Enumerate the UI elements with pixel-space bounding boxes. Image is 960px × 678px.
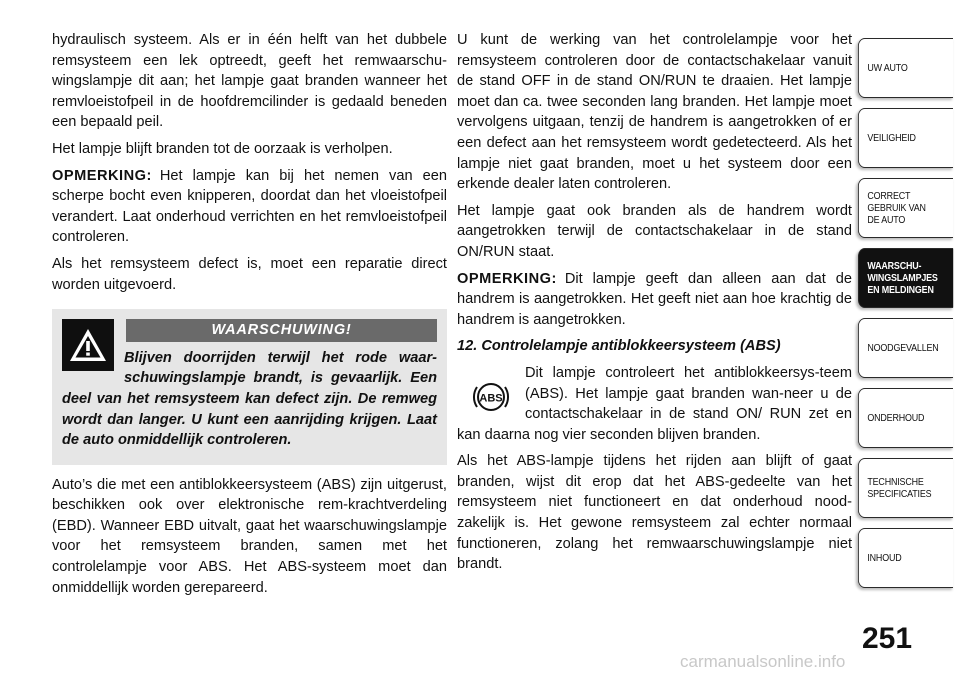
tab-veiligheid[interactable] [858,108,953,168]
paragraph: Het lampje gaat ook branden als de handrem wordt aangetrokken terwijl de contactschakelaar in de stand ON/RUN staat. [457,202,852,260]
tab-technische-specificaties[interactable] [858,458,953,518]
section-heading: 12. Controlelampje antiblokkeersysteem (ABS) [457,338,781,355]
right-column [457,30,852,581]
abs-icon [471,377,511,417]
paragraph: Auto’s die met een antiblokkeersysteem (ABS) zijn uitgerust, beschikken ook over elektronische rem-krachtverdeling (EBD). Wanneer EBD uitvalt, gaat het waarschuwingslampje voor het remsysteem branden, samen met het controlelampje voor ABS. Het ABS-systeem moet dan onmiddellijk worden gerepareerd. [52,476,447,596]
tab-label: ONDERHOUD [867,412,925,424]
tab-label: TECHNISCHE SPECIFICATIES [867,476,932,500]
note-paragraph [457,269,852,331]
tab-noodgevallen[interactable] [858,318,953,378]
watermark: carmanualsonline.info [680,652,846,671]
paragraph: U kunt de werking van het controlelampje voor het remsysteem controleren door de contactschakelaar vanuit de stand OFF in de stand ON/RUN te draaien. Het lampje moet dan ca. twee seconden lang branden. Het lampje moet vervolgens uitgaan, tenzij de handrem is aangetrokken of er een defect aan het remsysteem wordt gedetecteerd. Als het lampje niet gaat branden, moet u het systeem door een erkende dealer laten controleren. [457,32,852,193]
tab-label: INHOUD [867,552,902,564]
tab-uw-auto[interactable] [858,38,953,98]
warning-header: WAARSCHUWING! [126,319,437,342]
tab-label: UW AUTO [867,62,908,74]
tab-label: NOODGEVALLEN [867,342,939,354]
tab-onderhoud[interactable] [858,388,953,448]
left-column [52,30,447,604]
note-paragraph [52,166,447,248]
warning-text: Blijven doorrijden terwijl het rode waar-schuwingslampje brandt, is gevaarlijk. Een deel van het remsysteem kan defect zijn. De remweg wordt dan langer. U kunt een aanrijding krijgen. Laat de auto onmiddellijk controleren. [62,349,437,449]
note-text: Het lampje kan bij het nemen van een scherpe bocht even knipperen, doordat dan het vloeistofpeil verandert. Laat onderhoud verrichten en het remvloeistofpeil controleren. [52,167,447,246]
tab-waarschuwingslampjes[interactable] [858,248,953,308]
abs-icon-label: ABS [479,392,503,405]
note-label: OPMERKING: [457,270,557,287]
paragraph: Als het ABS-lampje tijdens het rijden aan blijft of gaat branden, wijst dit erop dat het ABS-gedeelte van het remsysteem niet functioneert en dat onderhoud nood-zakelijk is. Het gewone remsysteem zal echter normaal functioneren, zolang het remwaarschuwingslampje niet brandt. [457,453,852,573]
tab-label: CORRECT GEBRUIK VAN DE AUTO [867,190,926,226]
warning-box [52,309,447,465]
note-label: OPMERKING: [52,167,152,184]
warning-triangle-icon [62,319,114,371]
paragraph: Het lampje blijft branden tot de oorzaak is verholpen. [52,140,393,157]
note-text: Dit lampje geeft dan alleen aan dat de handrem is aangetrokken. Het geeft niet aan hoe krachtig de handrem is aangetrokken. [457,270,852,328]
tab-inhoud[interactable] [858,528,953,588]
paragraph: Als het remsysteem defect is, moet een reparatie direct worden uitgevoerd. [52,255,447,293]
abs-block [457,363,852,445]
abs-text: Dit lampje controleert het antiblokkeersys-teem (ABS). Het lampje gaat branden wan-neer u de contactschakelaar in de stand ON/ RUN zet en kan daarna nog vier seconden blijven branden. [457,364,852,443]
chapter-sidebar [858,38,954,598]
tab-label: VEILIGHEID [867,132,916,144]
tab-correct-gebruik[interactable] [858,178,953,238]
tab-label: WAARSCHU- WINGSLAMPJES EN MELDINGEN [867,260,938,296]
page-number: 251 [862,622,913,655]
paragraph: hydraulisch systeem. Als er in één helft van het dubbele remsysteem een lek optreedt, geeft het remwaarschu-wingslampje dit aan; het lampje gaat branden wanneer het remvloeistofpeil in de hoofdremcilinder is gedaald beneden een bepaald peil. [52,32,447,131]
